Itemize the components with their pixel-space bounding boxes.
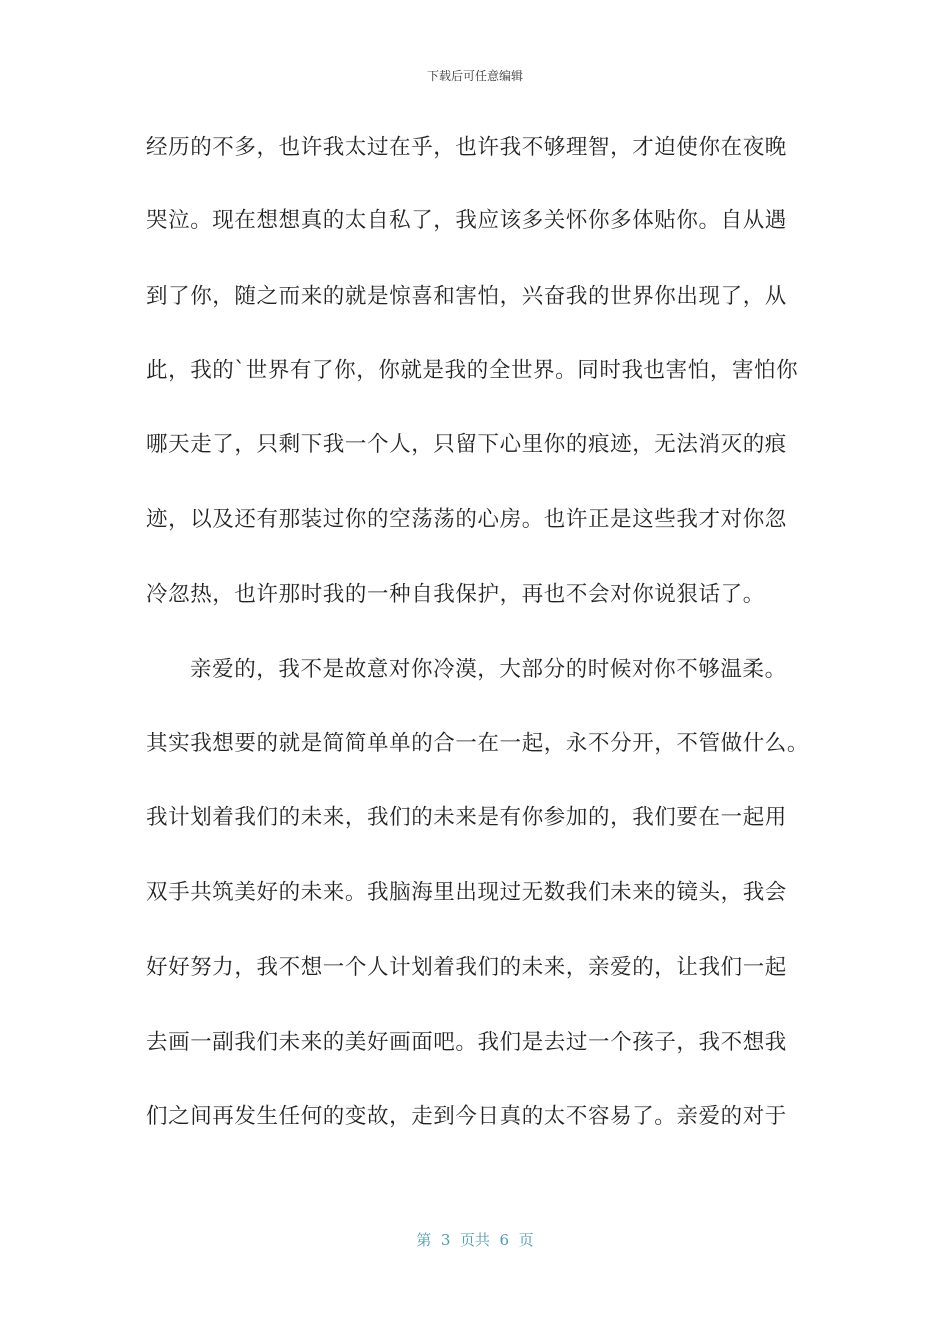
text-line: 经历的不多，也许我太过在乎，也许我不够理智，才迫使你在夜晚 [146, 135, 787, 160]
text-line: 双手共筑美好的未来。我脑海里出现过无数我们未来的镜头，我会 [146, 880, 787, 905]
text-line: 迹，以及还有那装过你的空荡荡的心房。也许正是这些我才对你忽 [146, 507, 787, 532]
text-line: 我计划着我们的未来，我们的未来是有你参加的，我们要在一起用 [146, 805, 787, 830]
text-line: 哪天走了，只剩下我一个人，只留下心里你的痕迹，无法消灭的痕 [146, 432, 787, 457]
text-line: 冷忽热，也许那时我的一种自我保护，再也不会对你说狠话了。 [146, 582, 765, 607]
page-footer: 第 3 页共 6 页 [416, 1231, 534, 1249]
text-line: 好好努力，我不想一个人计划着我们的未来，亲爱的，让我们一起 [146, 955, 787, 980]
paragraph-first-line: 亲爱的，我不是故意对你冷漠，大部分的时候对你不够温柔。 [190, 657, 787, 682]
page-header: 下载后可任意编辑 [426, 69, 523, 83]
text-line: 哭泣。现在想想真的太自私了，我应该多关怀你多体贴你。自从遇 [146, 208, 787, 233]
text-line: 去画一副我们未来的美好画面吧。我们是去过一个孩子，我不想我 [146, 1030, 787, 1055]
text-line: 到了你，随之而来的就是惊喜和害怕，兴奋我的世界你出现了，从 [146, 284, 787, 309]
text-line: 们之间再发生任何的变故，走到今日真的太不容易了。亲爱的对于 [146, 1104, 787, 1129]
text-line: 此，我的`世界有了你，你就是我的全世界。同时我也害怕，害怕你 [146, 358, 799, 383]
text-line: 其实我想要的就是简简单单的合一在一起，永不分开，不管做什么。 [146, 731, 810, 756]
